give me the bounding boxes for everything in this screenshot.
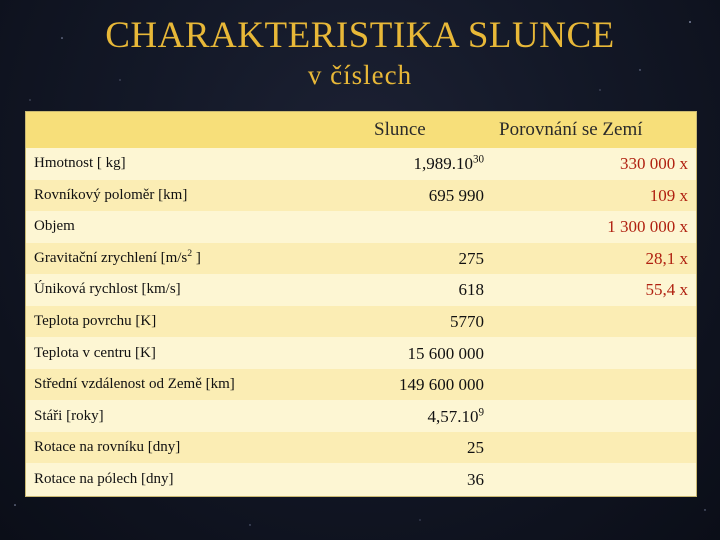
row-label-text: Střední vzdálenost od Země [km]	[34, 376, 235, 393]
sun-value	[429, 186, 484, 206]
row-label-text: Rotace na rovníku [dny]	[34, 439, 181, 456]
header-earth-comparison: Porovnání se Zemí	[499, 119, 643, 140]
row-label-text: Gravitační zrychlení [m/s	[34, 249, 188, 266]
row-label-text: Teplota povrchu [K]	[34, 313, 157, 329]
row-label-text: Teplota v centru [K]	[34, 344, 156, 361]
slide-title: CHARAKTERISTIKA SLUNCE	[105, 15, 615, 56]
earth-comparison-value: 330 000 x	[620, 154, 688, 173]
sun-value-text: 275	[458, 248, 484, 268]
row-label-text: Objem	[34, 218, 75, 235]
sun-value-exponent: 30	[472, 153, 484, 166]
earth-comparison-value: 1 300 000 x	[607, 217, 688, 237]
sun-value	[427, 407, 484, 427]
table-row	[26, 211, 696, 242]
row-label	[34, 247, 201, 267]
sun-value	[408, 344, 485, 364]
sun-value-text: 149 600 000	[399, 375, 484, 395]
sun-value-text: 618	[458, 280, 484, 300]
sun-value	[399, 375, 484, 395]
sun-value-exponent: 9	[478, 406, 484, 419]
row-label	[34, 376, 235, 393]
row-label	[34, 187, 187, 204]
row-label-text: Rotace na pólech [dny]	[34, 471, 174, 487]
earth-comparison-value: 28,1 x	[645, 248, 688, 268]
table-row	[26, 338, 696, 369]
sun-value-text: 4,57.10	[427, 406, 479, 426]
row-label	[34, 218, 75, 235]
sun-value	[467, 438, 484, 458]
table-row	[26, 306, 696, 337]
sun-value-text: 5770	[450, 312, 484, 331]
table-row	[26, 464, 696, 495]
row-label-text: Stáři [roky]	[34, 407, 104, 424]
row-label-superscript: 2	[187, 247, 193, 259]
header-sun: Slunce	[374, 119, 426, 140]
table-row	[26, 401, 696, 432]
sun-value	[467, 470, 484, 490]
sun-value-text: 1,989.10	[413, 154, 473, 173]
sun-value-text: 695 990	[428, 185, 484, 205]
slide-subtitle: v číslech	[307, 60, 413, 90]
row-label	[34, 408, 104, 425]
sun-value-text: 15 600 000	[407, 343, 484, 363]
sun-characteristics-table	[25, 111, 697, 497]
table-row	[26, 369, 696, 400]
earth-comparison-value: 55,4 x	[645, 280, 688, 300]
table-row	[26, 243, 696, 274]
sun-value	[450, 312, 484, 332]
table-row	[26, 148, 696, 179]
row-label-text: Hmotnost [ kg]	[34, 155, 126, 171]
row-label	[34, 155, 126, 172]
sun-value-text: 36	[467, 470, 484, 489]
table-row	[26, 432, 696, 463]
table-row	[26, 274, 696, 305]
row-label	[34, 281, 181, 298]
row-label	[34, 471, 174, 488]
row-label-text: Úniková rychlost [km/s]	[34, 281, 181, 298]
row-label	[34, 439, 180, 456]
sun-value	[459, 249, 485, 269]
earth-comparison-value: 109 x	[649, 185, 688, 205]
row-label-tail: ]	[192, 249, 201, 266]
row-label	[34, 313, 156, 330]
row-label	[34, 345, 156, 362]
sun-value	[459, 280, 485, 300]
row-label-text: Rovníkový poloměr [km]	[34, 186, 188, 203]
sun-value	[413, 154, 484, 174]
table-header-row	[26, 112, 696, 148]
sun-value-text: 25	[467, 438, 484, 458]
table-row	[26, 180, 696, 211]
